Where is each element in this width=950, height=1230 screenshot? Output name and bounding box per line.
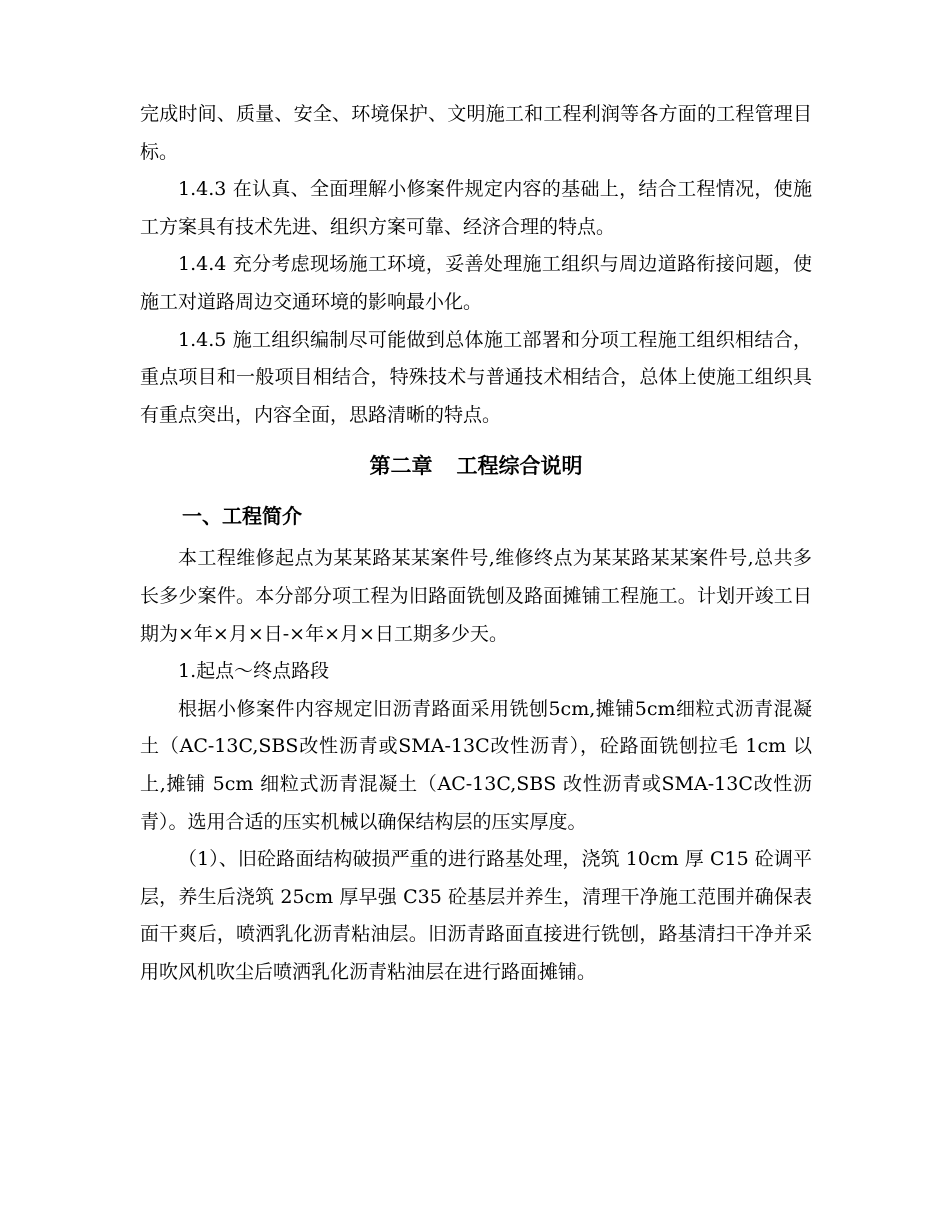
section-heading: 一、工程简介 bbox=[182, 504, 302, 529]
chapter-heading bbox=[140, 446, 812, 486]
paragraph-1-4-4: 1.4.4 充分考虑现场施工环境，妥善处理施工组织与周边道路衔接问题，使施工对道路周边交通环境的影响最小化。 bbox=[140, 253, 812, 313]
chapter-title: 工程综合说明 bbox=[456, 454, 583, 479]
page-content bbox=[140, 96, 812, 991]
paragraph-1-4-5: 1.4.5 施工组织编制尽可能做到总体施工部署和分项工程施工组织相结合，重点项目和一般项目相结合，特殊技术与普通技术相结合，总体上使施工组织具有重点突出，内容全面，思路清晰的特点。 bbox=[140, 328, 812, 426]
project-intro-paragraph: 本工程维修起点为某某路某某案件号,维修终点为某某路某某案件号,总共多长多少案件。本分部分项工程为旧路面铣刨及路面摊铺工程施工。计划开竣工日期为×年×月×日-×年×月×日工期多少天。 bbox=[140, 547, 812, 645]
paragraph-continuation: 完成时间、质量、安全、环境保护、文明施工和工程利润等各方面的工程管理目标。 bbox=[140, 103, 812, 163]
subsection-heading: 1.起点～终点路段 bbox=[178, 660, 330, 683]
road-surface-paragraph: 根据小修案件内容规定旧沥青路面采用铣刨5cm,摊铺5cm细粒式沥青混凝土（AC-13C,SBS改性沥青或SMA-13C改性沥青），砼路面铣刨拉毛 1cm 以上,摊铺 5cm 细粒式沥青混凝土（AC-13C,SBS 改性沥青或SMA-13C改性沥青）。选用合适的压实机械以确保结构层的压实厚度。 bbox=[140, 697, 812, 833]
subgrade-treatment-paragraph: （1）、旧砼路面结构破损严重的进行路基处理，浇筑 10cm 厚 C15 砼调平层，养生后浇筑 25cm 厚早强 C35 砼基层并养生，清理干净施工范围并确保表面干爽后，喷洒乳化沥青粘油层。旧沥青路面直接进行铣刨，路基清扫干净并采用吹风机吹尘后喷洒乳化沥青粘油层在进行路面摊铺。 bbox=[140, 848, 812, 983]
chapter-number: 第二章 bbox=[369, 454, 433, 479]
paragraph-1-4-3: 1.4.3 在认真、全面理解小修案件规定内容的基础上，结合工程情况，使施工方案具有技术先进、组织方案可靠、经济合理的特点。 bbox=[140, 178, 812, 238]
